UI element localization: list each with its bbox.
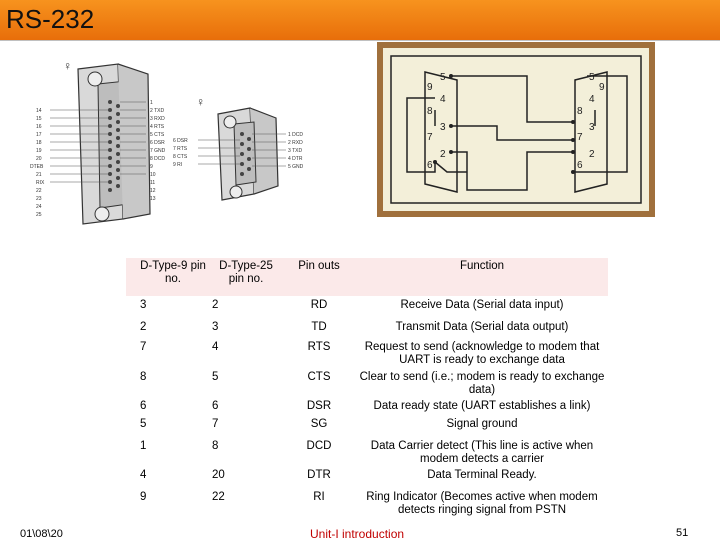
table-row <box>126 368 608 397</box>
svg-text:12: 12 <box>150 188 156 194</box>
svg-text:5: 5 <box>440 72 446 83</box>
header-function: Function <box>459 260 505 272</box>
cell-pinout: DTR <box>307 469 331 481</box>
cell-pinout: RD <box>310 299 328 311</box>
cell-pinout: CTS <box>307 371 331 383</box>
svg-text:14: 14 <box>36 108 42 114</box>
svg-text:2: 2 <box>589 149 595 160</box>
cell-d25: 7 <box>212 418 219 430</box>
table-row <box>126 397 608 415</box>
wiring-diagram-image <box>377 42 655 217</box>
svg-text:2 RXD: 2 RXD <box>288 140 303 146</box>
footer-title: Unit-I introduction <box>310 527 405 541</box>
cell-function: Signal ground <box>446 418 518 430</box>
title-bar <box>0 0 720 40</box>
cell-d25: 20 <box>212 469 225 481</box>
table-row <box>126 296 608 318</box>
table-row <box>126 338 608 368</box>
cell-function: Transmit Data (Serial data output) <box>395 321 569 333</box>
cell-d25: 2 <box>212 299 219 311</box>
svg-text:3: 3 <box>589 122 595 133</box>
footer-date: 01\08\20 <box>20 528 63 540</box>
title-divider <box>0 40 720 41</box>
table-row <box>126 466 608 488</box>
svg-text:9 RI: 9 RI <box>173 162 183 168</box>
cell-d9: 9 <box>140 491 147 503</box>
svg-text:2: 2 <box>440 149 446 160</box>
header-d9-pin: D-Type-9 pin no. <box>140 260 206 285</box>
svg-text:5 GND: 5 GND <box>288 164 304 170</box>
cell-d25: 3 <box>212 321 219 333</box>
cell-d9: 2 <box>140 321 147 333</box>
svg-text:8: 8 <box>577 106 583 117</box>
cell-d9: 8 <box>140 371 147 383</box>
svg-text:6: 6 <box>577 160 583 171</box>
cell-function: Receive Data (Serial data input) <box>400 299 564 311</box>
svg-text:3: 3 <box>440 122 446 133</box>
cell-pinout: TD <box>311 321 327 333</box>
header-pin-outs: Pin outs <box>298 260 340 272</box>
cell-function: Ring Indicator (Becomes active when modem detects ringing signal from PSTN <box>366 491 598 516</box>
svg-text:3 RXD: 3 RXD <box>150 116 165 122</box>
svg-text:15: 15 <box>36 116 42 122</box>
svg-text:9: 9 <box>150 164 153 170</box>
svg-text:6 DSR: 6 DSR <box>173 138 188 144</box>
svg-text:21: 21 <box>36 172 42 178</box>
cell-d25: 6 <box>212 400 219 412</box>
svg-text:2 TXD: 2 TXD <box>150 108 165 114</box>
svg-text:4 DTR: 4 DTR <box>288 156 303 162</box>
svg-text:4 RTS: 4 RTS <box>150 124 165 130</box>
slide-title: RS-232 <box>6 4 95 34</box>
svg-text:1 DCD: 1 DCD <box>288 132 304 138</box>
pin-table <box>126 258 608 517</box>
table-row <box>126 318 608 338</box>
cell-pinout: SG <box>310 418 328 430</box>
svg-text:17: 17 <box>36 132 42 138</box>
cell-function: Data Terminal Ready. <box>427 469 537 481</box>
svg-text:16: 16 <box>36 124 42 130</box>
svg-text:10: 10 <box>150 172 156 178</box>
cell-d25: 8 <box>212 440 219 452</box>
table-header-row <box>126 258 608 296</box>
cell-pinout: DCD <box>306 440 332 452</box>
svg-text:8 CTS: 8 CTS <box>173 154 188 160</box>
svg-text:24: 24 <box>36 204 42 210</box>
svg-text:♀: ♀ <box>63 59 72 73</box>
svg-text:7 RTS: 7 RTS <box>173 146 188 152</box>
svg-text:4: 4 <box>589 94 595 105</box>
svg-text:20: 20 <box>36 156 42 162</box>
cell-d9: 5 <box>140 418 147 430</box>
cell-d9: 6 <box>140 400 147 412</box>
cell-function: Data ready state (UART establishes a link) <box>373 400 591 412</box>
svg-text:19: 19 <box>36 148 42 154</box>
svg-text:8 DCD: 8 DCD <box>150 156 166 162</box>
cell-d9: 7 <box>140 341 147 353</box>
table-row <box>126 488 608 517</box>
svg-text:9: 9 <box>599 82 605 93</box>
svg-text:6: 6 <box>427 160 433 171</box>
cell-function: Clear to send (i.e.; modem is ready to exchange data) <box>359 371 605 396</box>
cell-pinout: RTS <box>307 341 331 353</box>
svg-text:♀: ♀ <box>196 95 205 109</box>
cell-d9: 4 <box>140 469 147 481</box>
cell-d25: 5 <box>212 371 219 383</box>
cell-d9: 1 <box>140 440 147 452</box>
page-number: 51 <box>676 527 689 539</box>
svg-text:11: 11 <box>150 180 156 186</box>
svg-text:7: 7 <box>577 132 583 143</box>
header-d25-pin: D-Type-25 pin no. <box>219 260 273 285</box>
svg-text:7: 7 <box>427 132 433 143</box>
cell-d25: 22 <box>212 491 225 503</box>
svg-text:5 CTS: 5 CTS <box>150 132 165 138</box>
svg-text:23: 23 <box>36 196 42 202</box>
svg-text:4: 4 <box>440 94 446 105</box>
table-row <box>126 437 608 466</box>
svg-text:DTEB: DTEB <box>30 164 44 170</box>
db-connector-image <box>28 44 332 230</box>
cell-pinout: RI <box>313 491 325 503</box>
svg-text:1: 1 <box>150 100 153 106</box>
svg-text:5: 5 <box>589 72 595 83</box>
svg-text:18: 18 <box>36 140 42 146</box>
table-row <box>126 415 608 437</box>
svg-text:9: 9 <box>427 82 433 93</box>
cell-d9: 3 <box>140 299 147 311</box>
cell-pinout: DSR <box>306 400 332 412</box>
cell-function: Request to send (acknowledge to modem that UART is ready to exchange data <box>364 341 600 366</box>
svg-text:8: 8 <box>427 106 433 117</box>
svg-text:7 GND: 7 GND <box>150 148 166 154</box>
svg-text:13: 13 <box>150 196 156 202</box>
svg-text:RIX: RIX <box>36 180 45 186</box>
cell-d25: 4 <box>212 341 219 353</box>
svg-text:6 DSR: 6 DSR <box>150 140 165 146</box>
svg-text:25: 25 <box>36 212 42 218</box>
svg-text:3 TXD: 3 TXD <box>288 148 303 154</box>
svg-text:22: 22 <box>36 188 42 194</box>
cell-function: Data Carrier detect (This line is active when modem detects a carrier <box>370 440 594 465</box>
